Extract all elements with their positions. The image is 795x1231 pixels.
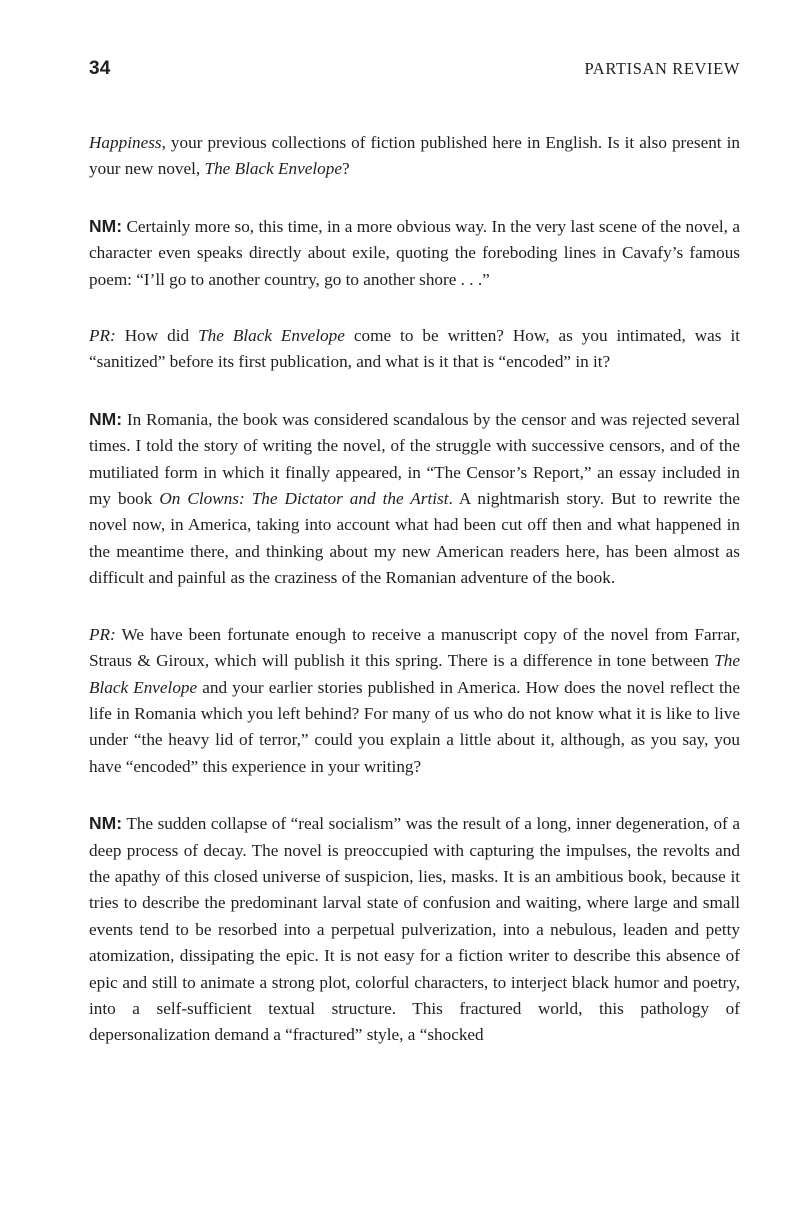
- paragraph: [89, 323, 740, 376]
- text-run: The sudden collapse of “real socialism” was the result of a long, inner degeneration, of a deep process of decay. The novel is preoccupied with capturing the impulses, the revolts and the apathy of this closed universe of suspicion, lies, masks. It is an ambitious book, because it tries to describe the predominant larval state of confusion and waiting, where large and small events tend to be resorbed into a perpetual pulverization, into a nebulous, leaden and petty atomization, dissipating the epic. It is not easy for a fiction writer to describe this absence of epic and still to animate a strong plot, colorful characters, to interject black humor and poetry, into a self-sufficient textual structure. This fractured world, this pathology of depersonalization demand a “fractured” style, a “shocked: [89, 814, 740, 1045]
- interview-body: [89, 130, 740, 1079]
- text-run: Certainly more so, this time, in a more obvious way. In the very last scene of the novel, a character even speaks directly about exile, quoting the foreboding lines in Cavafy’s famous poem: “I’ll go to another country, go to another shore . . .”: [89, 216, 740, 289]
- journal-title: PARTISAN REVIEW: [584, 59, 740, 78]
- paragraph: [89, 406, 740, 592]
- running-head: [89, 58, 740, 82]
- page-number: 34: [89, 58, 111, 79]
- paragraph: [89, 213, 740, 293]
- text-run: and your earlier stories published in America. How does the novel reflect the life in Romania which you left behind? For many of us who do not know what it is like to live under “the heavy lid of terror,” could you explain a little about it, although, as you say, you have “encoded” this experience in your writing?: [89, 677, 740, 776]
- italic-title: The Black Envelope: [89, 651, 740, 697]
- text-run: , your previous collections of fiction published here in English. Is it also present in your new novel,: [89, 133, 740, 179]
- speaker-label-pr: PR:: [89, 624, 116, 644]
- text-run: ?: [341, 159, 350, 179]
- text-run: In Romania, the book was considered scandalous by the censor and was rejected several times. I told the story of writing the novel, of the struggle with successive censors, and of the mutiliated form in which it finally appeared, in “The Censor’s Report,” an essay included in my book: [89, 409, 740, 509]
- text-run: . A nightmarish story. But to rewrite the novel now, in America, taking into account what had been cut off then and what happened in the meantime there, and thinking about my new American readers here, has been almost as difficult and painful as the craziness of the Romanian adventure of the book.: [89, 489, 740, 588]
- paragraph: [89, 622, 740, 780]
- paragraph: [89, 130, 740, 183]
- paragraph: [89, 810, 740, 1049]
- text-run: We have been fortunate enough to receive a manuscript copy of the novel from Farrar, Straus & Giroux, which will publish it this spring. There is a difference in tone between: [89, 624, 740, 671]
- italic-title: Happiness: [89, 133, 162, 152]
- speaker-label-nm: NM:: [89, 215, 123, 236]
- speaker-label-nm: NM:: [89, 408, 123, 429]
- speaker-label-nm: NM:: [89, 813, 123, 834]
- italic-title: The Black Envelope: [198, 326, 345, 346]
- text-run: How did: [115, 326, 199, 346]
- italic-title: On Clowns: The Dictator and the Artist: [159, 489, 449, 509]
- text-run: come to be written? How, as you intimated, was it “sanitized” before its first publication, and what is it that is “encoded” in it?: [89, 326, 740, 372]
- speaker-label-pr: PR:: [89, 326, 116, 346]
- italic-title: The Black Envelope: [204, 159, 342, 179]
